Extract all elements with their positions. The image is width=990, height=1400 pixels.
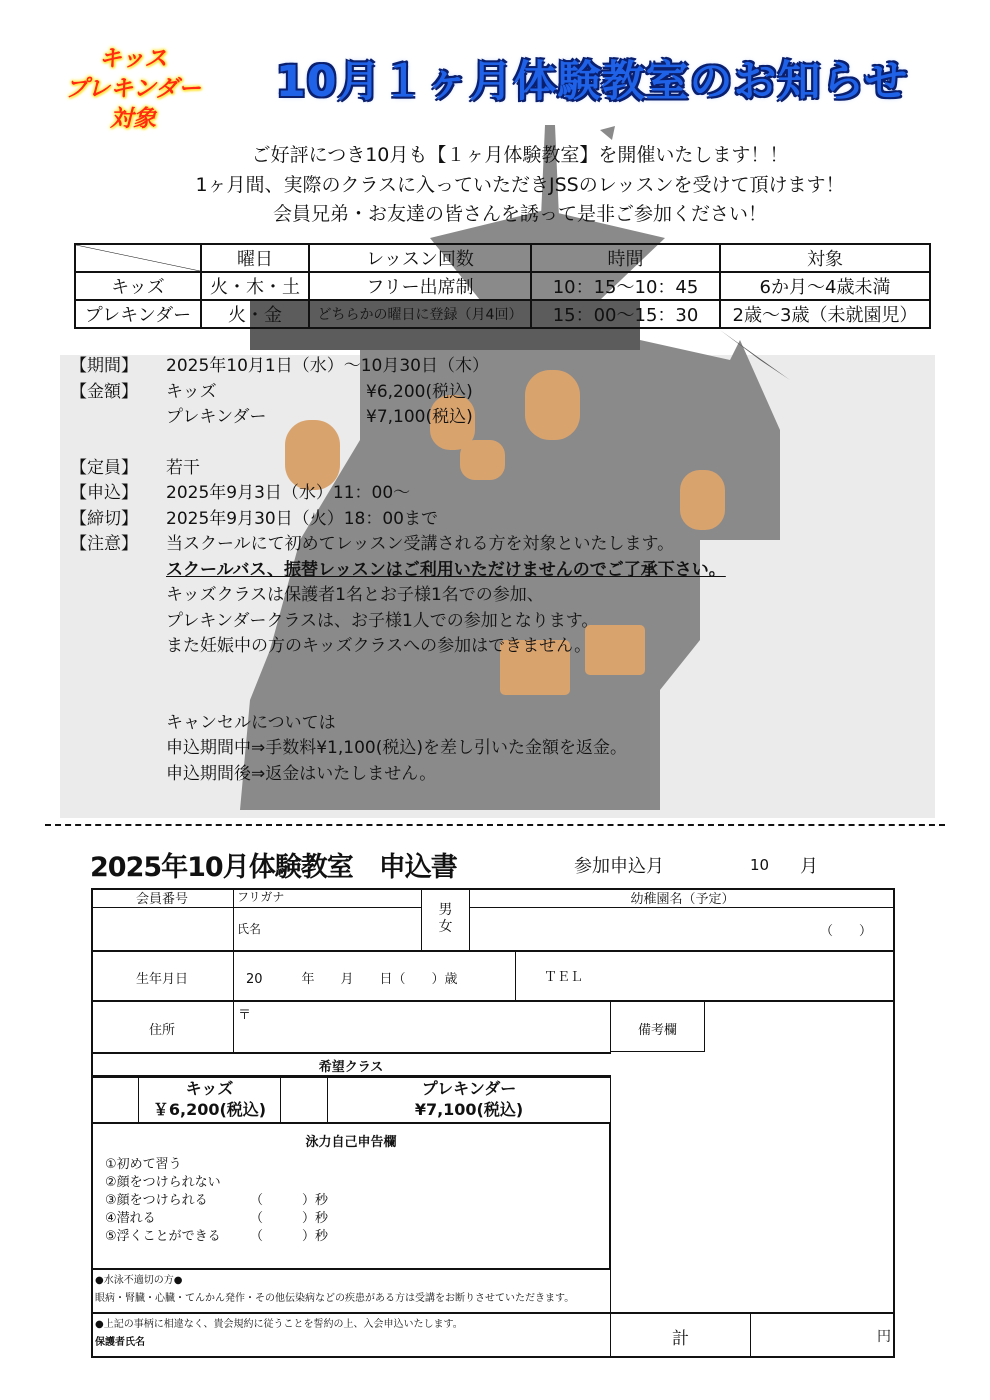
prekinder-checkbox[interactable]	[281, 1076, 328, 1122]
furigana-field[interactable]: フリガナ	[234, 888, 422, 908]
badge-line-1: キッス	[98, 46, 168, 72]
swim-report-title: 泳力自己申告欄	[305, 1135, 397, 1150]
schedule-header-days: 曜日	[201, 244, 309, 272]
period-label: 【期間】	[70, 356, 138, 376]
details-block	[70, 354, 726, 787]
address-label: 住所	[91, 1000, 234, 1052]
page-title: 10月１ヶ月体験教室のお知らせ	[275, 57, 909, 107]
address-field[interactable]: 〒	[234, 1000, 611, 1052]
schedule-cell: 6か月～4歳未満	[720, 272, 930, 300]
agreement	[91, 1312, 611, 1358]
birth-label: 生年月日	[91, 950, 234, 1000]
price-pre-name: プレキンダー	[166, 407, 267, 427]
schedule-cell: フリー出席制	[309, 272, 531, 300]
intro-line-2: 1ヶ月間、実際のクラスに入っていただきJSSのレッスンを受けて頂けます！	[195, 174, 845, 196]
guardian-label: 保護者氏名	[95, 1337, 145, 1348]
intro-line-3: 会員兄弟・お友達の皆さんを誘って是非ご参加ください！	[272, 203, 767, 225]
capacity-value: 若干	[166, 457, 200, 478]
target-badge	[48, 44, 218, 134]
schedule-cell: 火・金	[201, 300, 309, 328]
schedule-cell: 2歳～3歳（未就園児）	[720, 300, 930, 328]
schedule-cell: 15：00～15：30	[531, 300, 720, 328]
cancel-2: 申込期間中⇒手数料¥1,100(税込)を差し引いた金額を返金。	[166, 738, 627, 758]
period-value: 2025年10月1日（水）～10月30日（木）	[166, 356, 489, 376]
unfit-notice	[91, 1270, 611, 1312]
schedule-header-row	[75, 244, 930, 272]
price-kids-value: ¥6,200(税込)	[366, 381, 473, 402]
swim-item-4[interactable]: ④潜れる	[105, 1211, 156, 1226]
swim-item-3[interactable]: ③顔をつけられる	[105, 1193, 208, 1208]
sex-field[interactable]: 男女	[422, 888, 470, 950]
note-1: 当スクールにて初めてレッスン受講される方を対象といたします。	[166, 534, 675, 554]
deadline-value: 2025年9月30日（火）18：00まで	[166, 508, 438, 529]
deadline-label: 【締切】	[70, 508, 138, 529]
kids-option-name: キッズ	[185, 1079, 234, 1098]
schedule-cell: どちらかの曜日に登録（月4回）	[309, 300, 531, 328]
note-2-emphasis: スクールバス、振替レッスンはご利用いただけませんのでご了承下さい。	[166, 559, 726, 580]
member-no-field[interactable]	[91, 908, 234, 950]
apply-value: 2025年9月3日（水）11：00～	[166, 483, 411, 503]
swim-item-2[interactable]: ②顔をつけられない	[105, 1175, 221, 1190]
cancel-3: 申込期間後⇒返金はいたしません。	[166, 763, 437, 784]
total-label: 計	[611, 1312, 751, 1358]
note-3: キッズクラスは保護者1名とお子様1名での参加、	[166, 585, 544, 605]
apply-label: 【申込】	[70, 483, 138, 503]
swim-seconds-4[interactable]: （ ）秒	[250, 1211, 329, 1226]
schedule-header-time: 時間	[531, 244, 720, 272]
kids-checkbox[interactable]	[91, 1076, 139, 1122]
prekinder-option-name: プレキンダー	[421, 1079, 517, 1098]
unfit-text: 眼病・腎臓・心臓・てんかん発作・その他伝染病などの疾患がある方は受講をお断りさせていただきます。	[95, 1293, 575, 1304]
swim-seconds-3[interactable]: （ ）秒	[250, 1193, 329, 1208]
swim-seconds-5[interactable]: （ ）秒	[250, 1229, 329, 1244]
note-label: 【注意】	[70, 534, 138, 554]
kinder-label: 幼稚園名（予定）	[470, 888, 895, 908]
kids-option	[139, 1076, 281, 1122]
schedule-cell: 10：15～10：45	[531, 272, 720, 300]
tel-field[interactable]: ＴＥＬ	[544, 970, 584, 985]
schedule-cell: キッズ	[75, 272, 201, 300]
schedule-header-count: レッスン回数	[309, 244, 531, 272]
schedule-row-prekinder	[75, 300, 930, 328]
row-divider	[705, 1000, 895, 1002]
schedule-row-kids	[75, 272, 930, 300]
cancel-1: キャンセルについては	[166, 712, 336, 733]
price-kids-name: キッズ	[166, 381, 217, 402]
prekinder-option	[328, 1076, 611, 1122]
kinder-paren[interactable]: （ ）	[820, 924, 873, 939]
total-yen[interactable]: 円	[751, 1312, 895, 1358]
cut-line	[45, 824, 945, 826]
price-label: 【金額】	[70, 381, 138, 402]
schedule-corner	[75, 244, 201, 272]
agree-text: ●上記の事柄に相違なく、貴会規約に従うことを誓約の上、入会申込いたします。	[95, 1319, 463, 1330]
name-field[interactable]: 氏名	[234, 908, 422, 950]
schedule-table	[74, 243, 931, 329]
badge-line-2: プレキンダー	[65, 76, 201, 102]
remarks-label: 備考欄	[611, 1000, 705, 1052]
apply-month-label: 参加申込月	[574, 856, 664, 877]
swim-item-5[interactable]: ⑤浮くことができる	[105, 1229, 221, 1244]
note-5: また妊娠中の方のキッズクラスへの参加はできません。	[166, 636, 592, 656]
badge-line-3: 対象	[110, 106, 156, 132]
schedule-cell: 火・木・土	[201, 272, 309, 300]
schedule-cell: プレキンダー	[75, 300, 201, 328]
capacity-label: 【定員】	[70, 457, 138, 478]
price-pre-value: ¥7,100(税込)	[366, 407, 473, 427]
form-title: 2025年10月体験教室 申込書	[90, 852, 457, 883]
apply-month-unit: 月	[800, 856, 818, 877]
swim-report-box	[91, 1122, 611, 1270]
schedule-header-target: 対象	[720, 244, 930, 272]
note-4: プレキンダークラスは、お子様1人での参加となります。	[166, 610, 599, 631]
swim-item-1[interactable]: ①初めて習う	[105, 1157, 182, 1172]
member-no-label: 会員番号	[91, 888, 234, 908]
wish-class-label: 希望クラス	[91, 1052, 611, 1076]
prekinder-option-price: ¥7,100(税込)	[414, 1100, 524, 1119]
birth-field[interactable]: 20 年 月 日（ ）歳	[234, 950, 516, 1000]
intro-line-1: ご好評につき10月も【１ヶ月体験教室】を開催いたします！！	[251, 144, 789, 166]
apply-month-value: 10	[750, 856, 770, 874]
kids-option-price: ￥6,200(税込)	[152, 1100, 267, 1119]
unfit-title: ●水泳不適切の方●	[95, 1275, 183, 1286]
